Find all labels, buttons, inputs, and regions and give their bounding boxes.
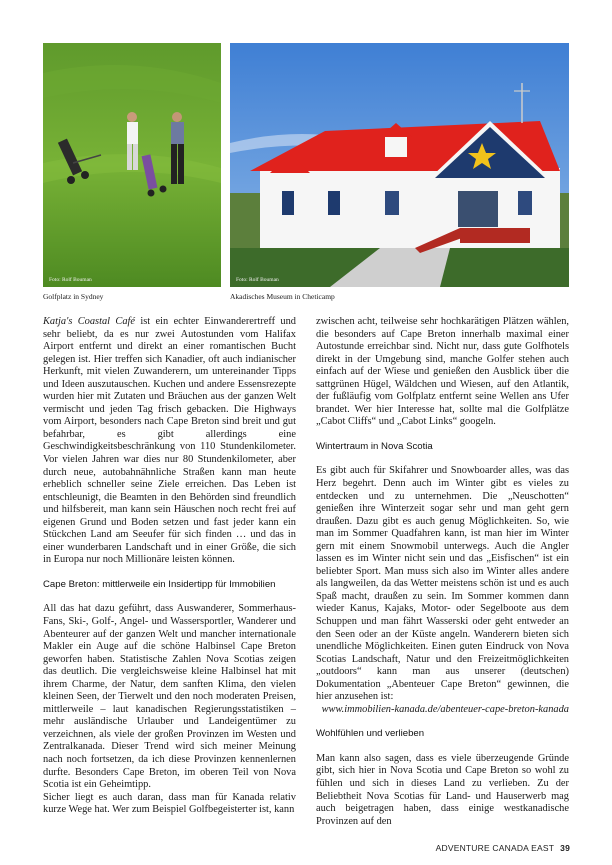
paragraph-text: ist ein echter Einwanderertreff und sehr beliebt, da es nur zwei Autostunden vom Halifax Airport entfernt und direkt an einer romantischen Bucht gelegen ist. Hier treffen sich Kanadier, oft auch indianischer Herkunft, mit vielen Zuwanderern, um untereinander Tipps und Ideen auszutauschen. Kuchen und andere Essensrezepte wurden hier mit Zutaten und Bräuchen aus der ganzen Welt vermischt und jeden Tag frisch gebacken. Die Highways vom Airport, besonders nach Cape Breton sind breit und gut befahrbar, es gibt allerdings eine Geschwindigkeitsbeschränkung von 110 Stundenkilometer. Vor vielen Jahren war dies nur 80 Stundenkilometer, aber durch neue, autobahnähnliche Straßen kann man heute erheblich schneller seine Ziele erreichen. Das Leben ist entschleunigt, die Beamten in den Behörden sind freundlich und hilfsbereit, man kann sein Häuschen noch recht frei auf eigenen Grund und Boden setzen und fast jeder kann ein Stückchen Land am Seeufer für sich finden … und das in einer wunderbaren Landschaft und in einer Größe, die sich in Europa nur noch Millionäre leisten können.: [43, 316, 296, 566]
section-heading: Wintertraum in Nova Scotia: [316, 440, 433, 452]
section-heading: Wohlfühlen und verlieben: [316, 728, 425, 740]
photo-caption: Golfplatz in Sydney: [43, 292, 104, 301]
paragraph: Sicher liegt es auch daran, dass man für Kanada relativ kurze Wege hat. Wer zum Beispiel Golfbegeisterter ist, kann: [43, 791, 296, 816]
golf-photo: [43, 43, 221, 287]
page-number: 39: [560, 843, 570, 853]
left-column: [43, 316, 296, 817]
paragraph: Es gibt auch für Skifahrer und Snowboarder alles, was das Herz begehrt. Denn auch im Winter gibt es vieles zu entdecken und zu unternehmen. Die „Neuschotten“ genießen ihre Winterzeit sogar sehr und man geht gern draußen. Dazu gibt es auch genug Möglichkeiten. So, wie man im Sommer Quadfahren kann, ist man hier im Winter gern mit einem Snowmobil unterwegs. Auch die Angler lassen es im Winter nicht sein und das „Eisfischen“ ist ein beliebter Sport. Man muss sich also im Winter alles andere als langweilen, da das Wetter meistens schön ist und es auch Spaß macht, draußen zu sein. Im Sommer kommen dann wieder Kanus, Kajaks, Motor- oder Segelboote aus dem Schuppen und man fährt Wasserski oder geht entweder an den Seen oder an der Küste angeln. Wanderern bieten sich unendliche Möglichkeiten. Einen guten Eindruck von Nova Scotias Landschaft, Natur und den Freizeitmöglichkeiten „outdoors“ kann man aus unserer (deutschen) Dokumentation „Abenteuer Cape Breton“ gewinnen, die hier anzusehen ist:: [316, 465, 569, 703]
right-column: [316, 316, 569, 828]
paragraph: [43, 316, 296, 567]
page-footer: [436, 843, 570, 853]
photo-credit: Foto: Rolf Bouman: [49, 277, 92, 283]
section-heading: Cape Breton: mittlerweile ein Insidertipp für Immobilien: [43, 578, 276, 590]
museum-photo-icon: [230, 43, 569, 287]
paragraph: All das hat dazu geführt, dass Auswanderer, Sommerhaus-Fans, Ski-, Golf-, Angel- und Wassersportler, Wanderer und Abenteurer auf der ganzen Welt und mancher internationale Makler ein Auge auf die schöne Halbinsel Cape Breton geworfen haben. Statistische Zahlen Nova Scotias zeigen das deutlich. Die vergleichsweise kleine Halbinsel hat mit ihrem Charme, der Natur, dem sanften Klima, den vielen kleinen Seen, der Tierwelt und den noch moderaten Preisen, mittlerweile – laut kanadischen Regierungsstatistiken – mehr ausländische Urlauber und Landeigentümer zu verzeichnen, als viele der großen Provinzen im Westen und Zentralkanada. Dieser Trend wird sich meiner Meinung nach noch fortsetzen, da ich diese Provinzen kennenlernen durfte. Besonders Cape Breton, im oberen Teil von Nova Scotia ist ein Geheimtipp.: [43, 603, 296, 791]
photo-credit: Foto: Rolf Bouman: [236, 277, 279, 283]
paragraph: Man kann also sagen, dass es viele überzeugende Gründe gibt, sich hier in Nova Scotia und Cape Breton so wohl zu fühlen und sich in dieses Land zu verlieben. Zu der Beliebtheit Nova Scotias für Land- und Hauserwerb mag auch beigetragen haben, dass einige westkanadische Provinzen auf den: [316, 752, 569, 827]
cafe-name: Katja's Coastal Café: [43, 316, 136, 327]
golfers-photo-icon: [43, 43, 221, 287]
documentary-link[interactable]: www.immobilien-kanada.de/abenteuer-cape-breton-kanada: [321, 703, 569, 715]
paragraph: zwischen acht, teilweise sehr hochkarätigen Plätzen wählen, die besonders auf Cape Breton innerhalb maximal einer Autostunde erreichbar sind. Nicht nur, dass gute Golfhotels direkt in der Umgebung sind, manche Golfer stehen auch einfach auf der Wiese und genießen den Ausblick über die sattgrünen Hügel, Wäldchen und Wiesen, auf den Atlantik, der fußläufig vom Golfplatz entfernt seine Wellen ans Ufer brandet. Wer hier Interesse hat, sollte mal die Golfplätze „Cabot Cliffs“ und „Cabot Links“ googeln.: [316, 316, 569, 428]
museum-photo: [230, 43, 569, 287]
photo-caption: Akadisches Museum in Cheticamp: [230, 292, 335, 301]
magazine-title: ADVENTURE CANADA EAST: [435, 843, 555, 853]
